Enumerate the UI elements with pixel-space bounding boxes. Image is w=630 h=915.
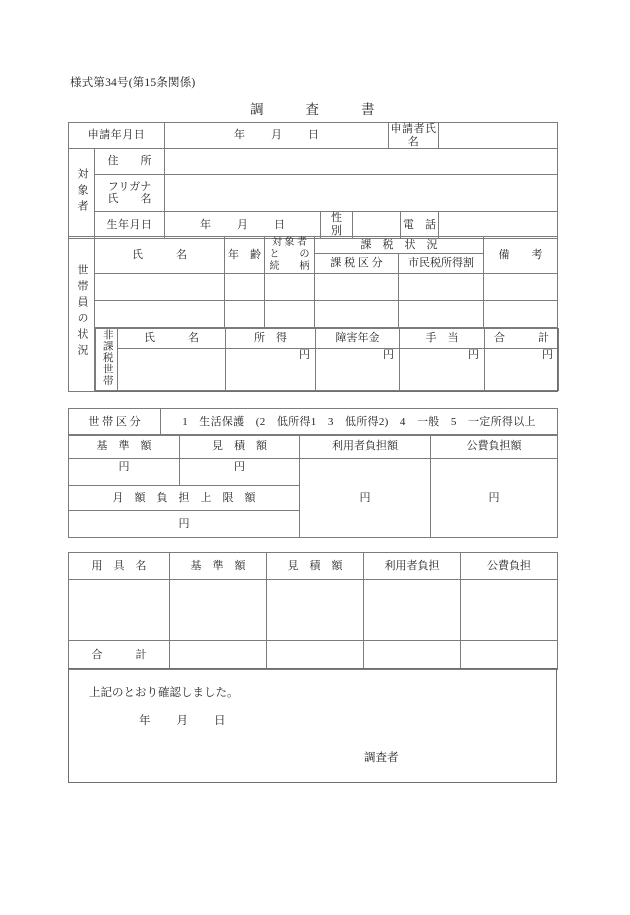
equipment-estimate-cell[interactable] [267,580,364,641]
confirm-day-label: 日 [214,715,226,727]
member-name-header: 氏 名 [95,237,225,274]
table-row-nontax-block [69,328,558,392]
yen-unit-pension: 円 [383,349,394,361]
relation-line-3: 続 柄 [269,261,310,272]
equipment-name-cell[interactable] [69,580,170,641]
estimate-amount-header: 見 積 額 [180,435,300,459]
table-row-equipment-header [69,553,558,580]
table-row-nontax-units [96,349,559,360]
nontax-total-header: 合 計 [485,329,559,349]
table-row-birth-gender-phone [69,212,558,238]
member-name-cell[interactable] [95,301,225,328]
equipment-user-burden-header: 利用者負担 [364,553,461,580]
title-char-3: 書 [361,102,375,117]
day-label: 日 [308,129,320,142]
table-row-furigana-name [69,175,558,212]
equipment-estimate-header: 見 積 額 [267,553,364,580]
yen-unit-estimate: 円 [234,461,245,473]
nontax-name-cell[interactable] [118,349,226,391]
household-class-table [68,408,558,436]
member-tax-class-cell[interactable] [315,301,399,328]
nontax-allowance-header: 手 当 [400,329,485,349]
monthly-cap-cell[interactable] [69,511,300,538]
member-remarks-cell[interactable] [484,274,558,301]
table-row [69,274,558,301]
member-age-header: 年 齢 [225,237,265,274]
equipment-total-user-cell[interactable] [364,641,461,670]
equipment-public-burden-header: 公費負担 [461,553,558,580]
member-municipal-tax-cell[interactable] [399,301,484,328]
nontax-side-label: 非課税世帯 [96,329,118,391]
birthdate-label: 生年月日 [95,212,165,238]
year-label: 年 [234,129,246,142]
phone-field[interactable] [439,212,558,238]
phone-label: 電 話 [401,212,439,238]
furigana-name-label [95,175,165,212]
birthdate-value [165,212,321,238]
yen-unit-public-burden: 円 [488,491,500,504]
standard-amount-cell[interactable] [69,459,180,486]
confirmation-cell [69,669,557,783]
remarks-header: 備 考 [484,237,558,274]
equipment-total-estimate-cell[interactable] [267,641,364,670]
confirmation-date [139,715,226,728]
table-row-amount-headers [69,435,558,459]
member-relation-cell[interactable] [265,301,315,328]
name-label: 氏 名 [107,193,152,206]
member-municipal-tax-cell[interactable] [399,274,484,301]
table-row-nontax-header [96,329,559,349]
table-row-amount-values [69,459,558,486]
user-burden-header: 利用者負担額 [300,435,431,459]
equipment-total-label: 合 計 [69,641,170,670]
equipment-public-burden-cell[interactable] [461,580,558,641]
member-age-cell[interactable] [225,274,265,301]
equipment-table [68,552,558,670]
member-name-cell[interactable] [95,274,225,301]
estimate-amount-cell[interactable] [180,459,300,486]
nontax-income-cell[interactable] [226,349,316,391]
nontax-income-header: 所 得 [226,329,316,349]
subject-side-label: 対象者 [69,149,95,238]
household-side-label: 世帯員の状況 [69,237,95,392]
table-row-equipment-total [69,641,558,670]
nontax-disability-pension-cell[interactable] [316,349,400,391]
equipment-total-public-cell[interactable] [461,641,558,670]
gender-label: 性 別 [321,212,353,238]
equipment-standard-header: 基 準 額 [170,553,267,580]
subject-name-field[interactable] [165,175,558,212]
tax-status-header: 課 税 状 況 [315,237,484,254]
yen-unit-total: 円 [542,349,553,361]
yen-unit-income: 円 [299,349,310,361]
title-char-2: 査 [305,102,320,117]
address-label: 住 所 [95,149,165,175]
nontax-allowance-cell[interactable] [400,349,485,391]
household-class-label: 世 帯 区 分 [69,409,161,436]
nontax-name-header: 氏 名 [118,329,226,349]
relation-line-2: と の [269,249,310,260]
member-remarks-cell[interactable] [484,301,558,328]
member-relation-cell[interactable] [265,274,315,301]
equipment-standard-cell[interactable] [170,580,267,641]
household-class-options[interactable]: 1 生活保護 (2 低所得1 3 低所得2) 4 一般 5 一定所得以上 [161,409,558,436]
table-row-household-header-1 [69,237,558,254]
nontax-total-cell[interactable] [485,349,559,391]
applicant-subject-table [68,122,558,239]
yen-unit-monthly-cap: 円 [178,517,190,530]
monthly-cap-header: 月 額 負 担 上 限 額 [69,486,300,511]
public-burden-cell[interactable] [431,459,558,538]
equipment-total-standard-cell[interactable] [170,641,267,670]
confirm-month-label: 月 [176,715,188,727]
address-field[interactable] [165,149,558,175]
user-burden-cell[interactable] [300,459,431,538]
member-age-cell[interactable] [225,301,265,328]
investigator-label: 調査者 [364,752,399,764]
applicant-name-label: 申請者氏名 [390,123,437,148]
member-tax-class-cell[interactable] [315,274,399,301]
furigana-label: フリガナ [107,180,152,193]
gender-field[interactable] [353,212,401,238]
public-burden-header: 公費負担額 [431,435,558,459]
yen-unit-user-burden: 円 [359,491,371,504]
table-row-household-class [69,409,558,436]
tax-class-header: 課 税 区 分 [315,254,399,274]
month-label: 月 [271,129,283,142]
table-row [69,301,558,328]
municipal-tax-header: 市民税所得割 [399,254,484,274]
relation-line-1: 対 象 者 [272,237,307,248]
application-date-value [165,123,389,149]
title-char-1: 調 [250,102,264,117]
equipment-user-burden-cell[interactable] [364,580,461,641]
nontax-wrapper [95,328,558,392]
table-row-address [69,149,558,175]
amounts-table [68,434,558,538]
birth-month-label: 月 [237,218,248,231]
application-date-label: 申請年月日 [69,123,165,149]
table-row-confirmation [69,669,557,783]
household-members-table [68,236,558,392]
birth-year-label: 年 [200,218,211,231]
birth-day-label: 日 [274,218,285,231]
page-title [68,98,557,118]
equipment-name-header: 用 具 名 [69,553,170,580]
yen-unit-allowance: 円 [468,349,479,361]
confirmation-statement: 上記のとおり確認しました。 [89,687,239,699]
table-row-application-date [69,123,558,149]
member-relation-header [265,237,315,274]
confirmation-table [68,668,557,783]
standard-amount-header: 基 準 額 [69,435,180,459]
form-number: 様式第34号(第15条関係) [70,77,196,89]
confirm-year-label: 年 [139,715,151,727]
yen-unit-standard: 円 [118,461,130,473]
nontax-disability-pension-header: 障害年金 [316,329,400,349]
applicant-name-field[interactable] [439,123,558,149]
table-row [69,580,558,641]
